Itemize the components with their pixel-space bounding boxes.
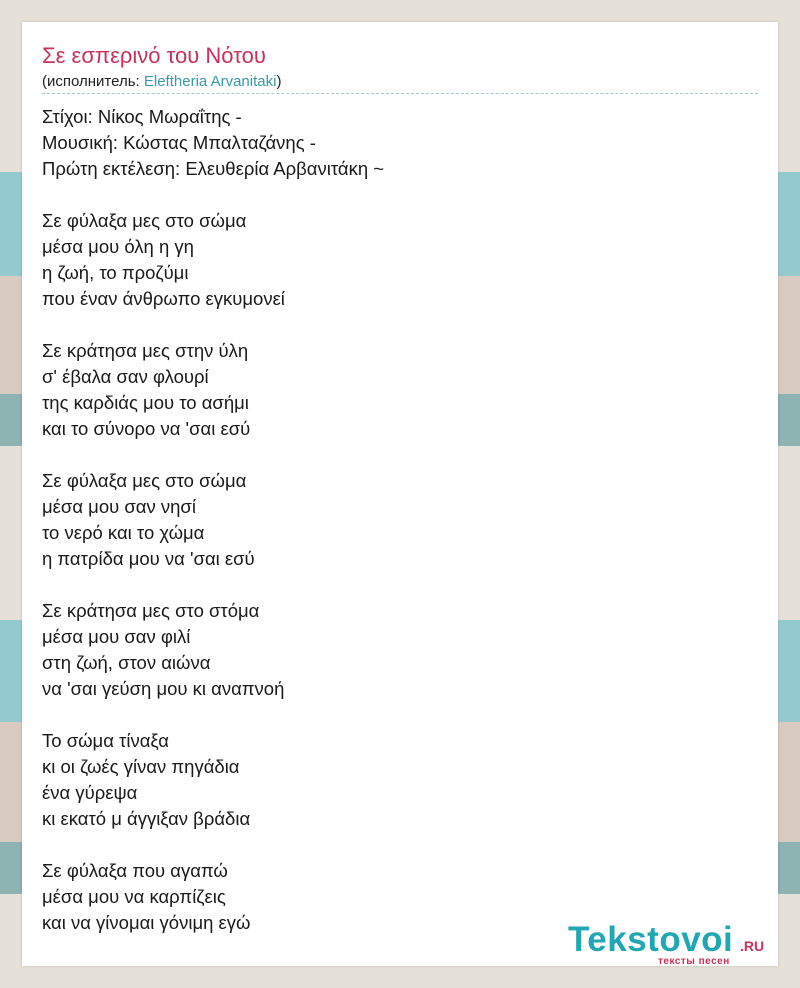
stanza-break <box>42 572 742 598</box>
artist-line <box>42 72 281 92</box>
divider <box>42 93 758 94</box>
stanza-break <box>42 182 742 208</box>
lyric-line: σ' έβαλα σαν φλουρί <box>42 366 209 387</box>
logo-domain: .RU <box>740 938 765 954</box>
lyric-line: Σε φύλαξα που αγαπώ <box>42 860 228 881</box>
stanza-break <box>42 442 742 468</box>
artist-suffix: ) <box>276 73 282 90</box>
artist-prefix: (исполнитель: <box>42 73 144 90</box>
lyric-line: Στίχοι: Νίκος Μωραΐτης - <box>42 106 242 127</box>
lyric-line: και να γίνομαι γόνιμη εγώ <box>42 912 251 933</box>
artist-link[interactable]: Eleftheria Arvanitaki <box>143 73 277 90</box>
lyrics-text <box>42 104 742 936</box>
lyric-line: της καρδιάς μου το ασήμι <box>42 392 249 413</box>
lyric-line: Το σώμα τίναξα <box>42 730 169 751</box>
logo-wordmark: Tekstovoi <box>568 920 734 959</box>
lyric-line: στη ζωή, στον αιώνα <box>42 652 211 673</box>
lyric-line: Σε κράτησα μες στο στόμα <box>42 600 260 621</box>
lyrics-card <box>22 22 778 966</box>
lyric-line: η ζωή, το προζύμι <box>42 262 189 283</box>
lyric-line: Σε φύλαξα μες στο σώμα <box>42 470 247 491</box>
stanza-break <box>42 832 742 858</box>
lyric-line: μέσα μου να καρπίζεις <box>42 886 226 907</box>
lyric-line: μέσα μου σαν φιλί <box>42 626 191 647</box>
song-title: Σε εσπερινό του Νότου <box>42 43 266 68</box>
lyric-line: το νερό και το χώμα <box>42 522 205 543</box>
lyric-line: να 'σαι γεύση μου κι αναπνοή <box>42 678 285 699</box>
lyric-line: που έναν άνθρωπο εγκυμονεί <box>42 288 285 309</box>
stanza-break <box>42 312 742 338</box>
lyric-line: Πρώτη εκτέλεση: Ελευθερία Αρβανιτάκη ~ <box>42 158 385 179</box>
lyric-line: ένα γύρεψα <box>42 782 138 803</box>
lyric-line: κι οι ζωές γίναν πηγάδια <box>42 756 240 777</box>
lyric-line: μέσα μου όλη η γη <box>42 236 194 257</box>
site-logo[interactable] <box>568 920 778 968</box>
lyric-line: κι εκατό μ άγγιξαν βράδια <box>42 808 251 829</box>
stanza-break <box>42 702 742 728</box>
lyric-line: Σε κράτησα μες στην ύλη <box>42 340 249 361</box>
lyric-line: η πατρίδα μου να 'σαι εσύ <box>42 548 255 569</box>
lyric-line: και το σύνορο να 'σαι εσύ <box>42 418 251 439</box>
lyric-line: μέσα μου σαν νησί <box>42 496 196 517</box>
lyric-line: Σε φύλαξα μες στο σώμα <box>42 210 247 231</box>
lyric-line: Μουσική: Κώστας Μπαλταζάνης - <box>42 132 316 153</box>
logo-tagline: тексты песен <box>658 956 730 967</box>
